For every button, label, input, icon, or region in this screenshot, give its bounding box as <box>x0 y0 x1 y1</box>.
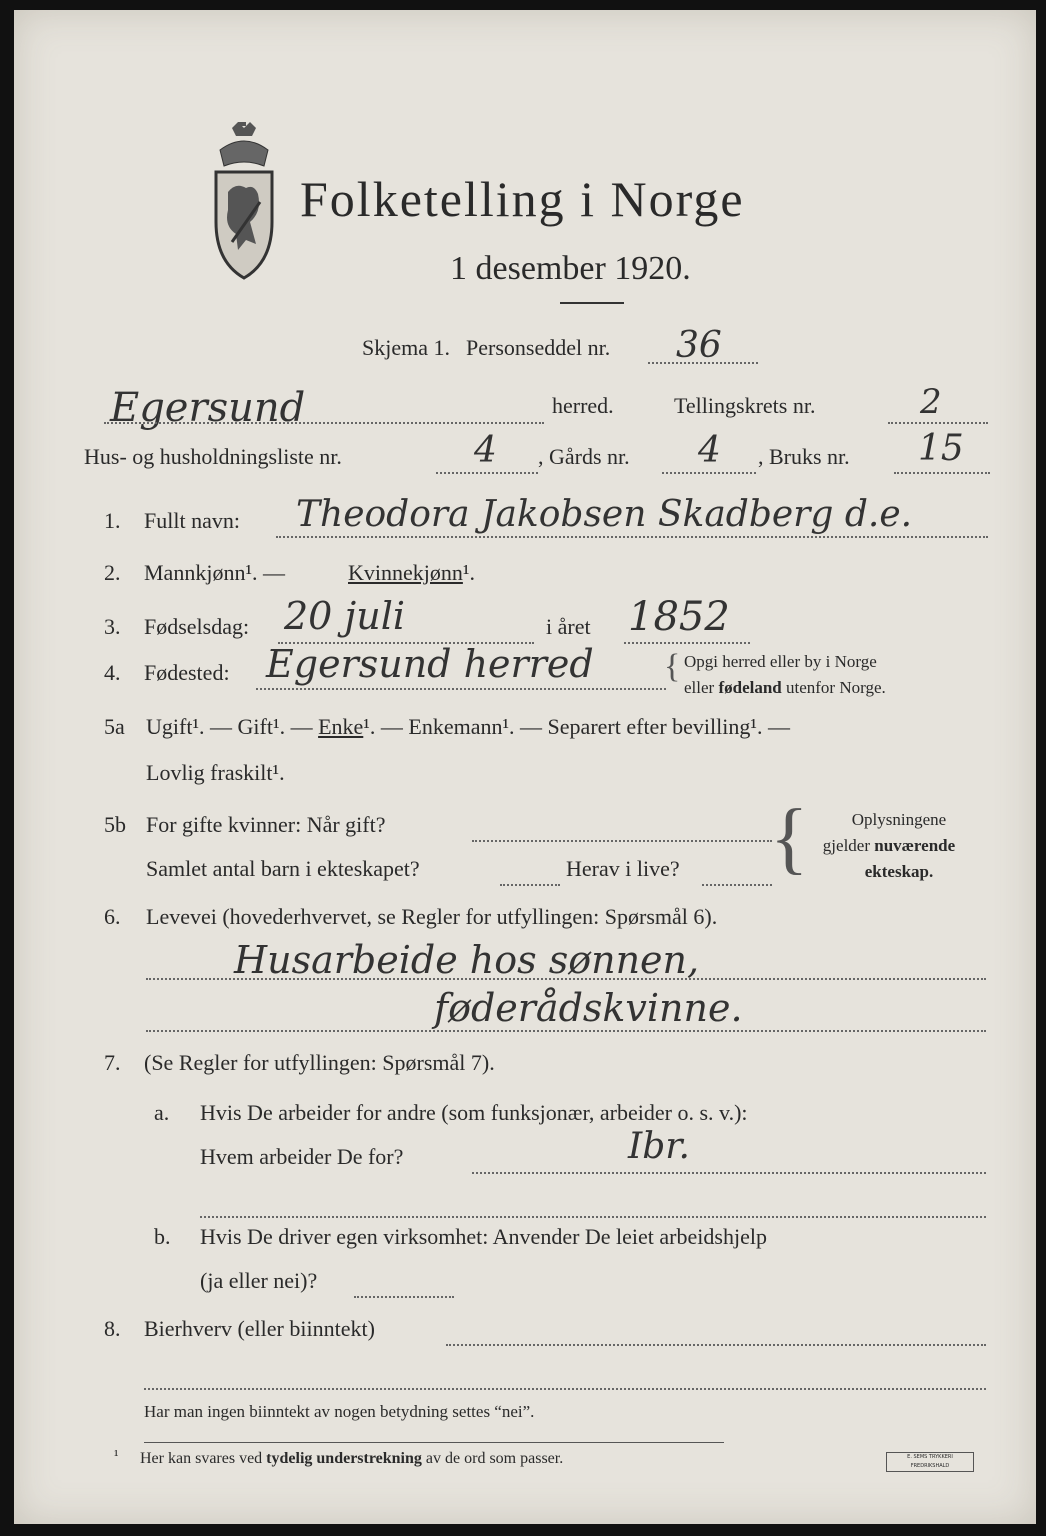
q8-label: Bierhverv (eller biinntekt) <box>144 1316 375 1341</box>
herred-line <box>104 422 544 424</box>
tellingskrets-line <box>888 422 988 424</box>
q6-line2 <box>146 1030 986 1032</box>
q4-note-line2: eller fødeland utenfor Norge. <box>684 678 886 697</box>
q7a-value[interactable]: Ibr. <box>628 1126 690 1167</box>
q7b-line2: (ja eller nei)? <box>200 1268 318 1293</box>
q5b-note-line2: gjelder nuværende <box>822 836 956 855</box>
herred-label: herred. <box>552 393 614 418</box>
q4-brace: { <box>664 648 681 685</box>
title-divider <box>560 302 624 304</box>
q7b-line1: Hvis De driver egen virksomhet: Anvender De leiet arbeidshjelp <box>200 1224 767 1249</box>
herred-value[interactable]: Egersund <box>110 385 306 431</box>
q1-full-name[interactable]: Theodora Jakobsen Skadberg d.e. <box>296 494 913 535</box>
q5b-when-married: For gifte kvinner: Når gift? <box>146 812 386 837</box>
coat-of-arms-icon <box>202 122 286 282</box>
tellingskrets-value[interactable]: 2 <box>920 382 942 422</box>
personseddel-label: Personseddel nr. <box>466 335 611 360</box>
q1-line <box>276 536 988 538</box>
q7-label: (Se Regler for utfyllingen: Spørsmål 7). <box>144 1050 495 1075</box>
q5b-number: 5b <box>104 812 126 837</box>
census-form <box>14 10 1036 1524</box>
q3-label: Fødselsdag: <box>144 614 250 639</box>
q2-male-option[interactable]: Mannkjønn¹. — <box>144 560 286 585</box>
q4-note-line1: Opgi herred eller by i Norge <box>684 652 877 671</box>
q7a-answer-line2 <box>200 1216 986 1218</box>
printer-mark: E. SEMS TRYKKERI FREDRIKSHALD <box>886 1452 974 1472</box>
hus-label: Hus- og husholdningsliste nr. <box>84 444 342 469</box>
q7-number: 7. <box>104 1050 121 1075</box>
q2-number: 2. <box>104 560 121 585</box>
q8-line1[interactable] <box>446 1344 986 1346</box>
q5a-number: 5a <box>104 714 125 739</box>
bruks-value[interactable]: 15 <box>918 428 964 469</box>
q4-label: Fødested: <box>144 660 230 685</box>
bruks-label: , Bruks nr. <box>758 444 850 469</box>
bruks-line <box>894 472 990 474</box>
footer-divider <box>144 1442 724 1443</box>
q1-label: Fullt navn: <box>144 508 240 533</box>
tellingskrets-label: Tellingskrets nr. <box>674 393 816 418</box>
q6-value-line2[interactable]: føderådskvinne. <box>434 986 743 1030</box>
q7b-letter: b. <box>154 1224 171 1249</box>
q5b-alive-line[interactable] <box>702 884 772 886</box>
q6-label: Levevei (hovederhvervet, se Regler for utfyllingen: Spørsmål 6). <box>146 904 718 929</box>
q5a-line2[interactable]: Lovlig fraskilt¹. <box>146 760 285 785</box>
hus-line <box>436 472 538 474</box>
q5b-note-line1: Oplysningene <box>851 810 947 829</box>
q4-number: 4. <box>104 660 121 685</box>
q6-line1 <box>146 978 986 980</box>
q7a-line2: Hvem arbeider De for? <box>200 1144 404 1169</box>
q4-line <box>256 688 666 690</box>
q5b-children: Samlet antal barn i ekteskapet? <box>146 856 420 881</box>
q7a-line1: Hvis De arbeider for andre (som funksjonær, arbeider o. s. v.): <box>200 1100 748 1125</box>
q5b-brace: { <box>770 794 809 882</box>
q6-value-line1[interactable]: Husarbeide hos sønnen, <box>234 938 700 982</box>
census-date: 1 desember 1920. <box>450 250 691 287</box>
footer-note: Har man ingen biinntekt av nogen betydning settes “nei”. <box>144 1402 535 1421</box>
q7a-answer-line1 <box>472 1172 986 1174</box>
q3-number: 3. <box>104 614 121 639</box>
q7b-answer-line[interactable] <box>354 1296 454 1298</box>
gards-label: , Gårds nr. <box>538 444 630 469</box>
q5b-children-line[interactable] <box>500 884 560 886</box>
footnote-text: Her kan svares ved tydelig understrekning av de ord som passer. <box>140 1450 564 1467</box>
skjema-label: Skjema 1. <box>362 335 450 360</box>
hus-value[interactable]: 4 <box>474 430 497 471</box>
q2-female-option[interactable]: Kvinnekjønn¹. <box>348 560 475 585</box>
q1-number: 1. <box>104 508 121 533</box>
q3-birth-year[interactable]: 1852 <box>628 594 730 640</box>
q5b-alive: Herav i live? <box>566 856 680 881</box>
q4-birthplace[interactable]: Egersund herred <box>266 642 594 686</box>
q8-line2[interactable] <box>144 1388 986 1390</box>
q6-number: 6. <box>104 904 121 929</box>
gards-line <box>662 472 756 474</box>
q8-number: 8. <box>104 1316 121 1341</box>
page-title: Folketelling i Norge <box>300 171 745 227</box>
q3-birth-date[interactable]: 20 juli <box>284 594 405 638</box>
q5a-options: Ugift¹. — Gift¹. — Enke¹. — Enkemann¹. — Separert efter bevilling¹. — <box>146 714 790 739</box>
q5b-note-line3: ekteskap. <box>864 862 934 881</box>
gards-value[interactable]: 4 <box>698 430 721 471</box>
q3-year-line <box>624 642 750 644</box>
q5b-when-line[interactable] <box>472 840 772 842</box>
q7a-letter: a. <box>154 1100 170 1125</box>
footnote-mark: ¹ <box>114 1448 119 1464</box>
q3-year-label: i året <box>546 614 591 639</box>
q5a-marked-option[interactable]: Enke <box>318 714 364 739</box>
personseddel-value[interactable]: 36 <box>676 325 722 366</box>
